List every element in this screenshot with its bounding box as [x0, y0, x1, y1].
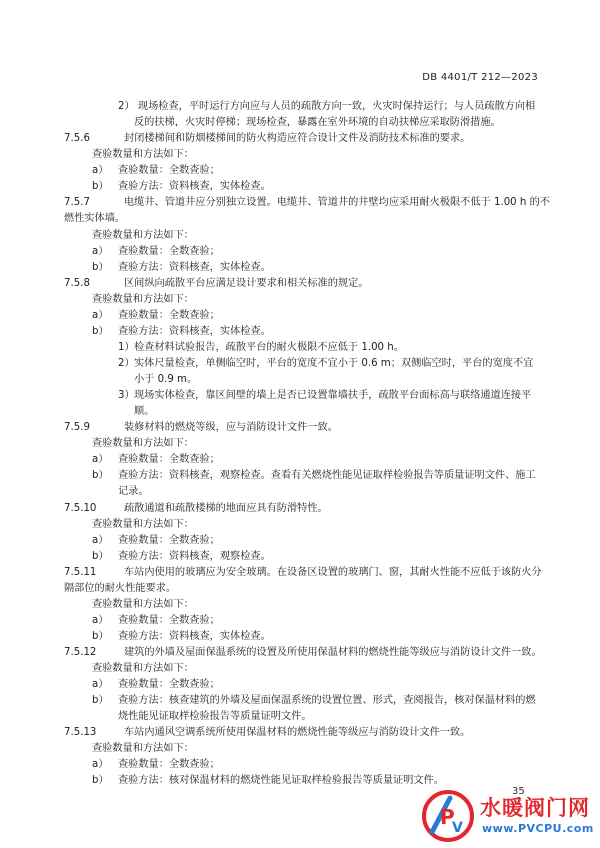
list-item [92, 261, 271, 275]
list-marker: a） [92, 454, 109, 465]
clause-7-5-10 [64, 502, 328, 516]
clause-7-5-8 [64, 277, 369, 291]
list-marker: b） [92, 181, 109, 192]
list-marker: a） [92, 759, 109, 770]
list-item [92, 325, 271, 339]
list-marker: 1） [118, 342, 135, 353]
list-item-text: 查验方法：资料核查，观察检查。 [118, 551, 271, 562]
list-item-text: 查验方法：核对保温材料的燃烧性能见证取样检验报告等质量证明文件。 [118, 775, 444, 786]
list-item-text: 反的扶梯，火灾时停梯；现场检查，暴露在室外环境的自动扶梯应采取防滑措施。 [134, 117, 501, 128]
list-item-text: 查验方法：资料核查，实体检查。 [118, 326, 271, 337]
list-item-text: 查验数量：全数查验； [118, 615, 220, 626]
list-item-text: 查验数量：全数查验； [118, 246, 220, 257]
list-marker: a） [92, 615, 109, 626]
clause-number: 7.5.8 [64, 278, 90, 289]
list-item [92, 550, 271, 564]
list-item [92, 180, 271, 194]
list-item [92, 309, 220, 323]
document-code: DB 4401/T 212—2023 [422, 72, 538, 83]
list-item-text: 顺。 [134, 406, 155, 417]
list-marker: b） [92, 470, 109, 481]
page-number: 35 [512, 786, 525, 797]
list-item [92, 758, 220, 772]
list-item [92, 534, 220, 548]
clause-number: 7.5.11 [64, 567, 97, 578]
list-marker: 2） [118, 358, 135, 369]
sub-list-item [118, 341, 404, 355]
clause-text: 装修材料的燃烧等级，应与消防设计文件一致。 [124, 422, 338, 433]
list-item-text: 记录。 [118, 486, 149, 497]
list-marker: b） [92, 631, 109, 642]
sub-list-item [118, 357, 533, 371]
clause-7-5-6 [64, 132, 470, 146]
paragraph-text: 查验数量和方法如下： [92, 663, 194, 674]
clause-text: 燃性实体墙。 [64, 213, 126, 224]
clause-text: 建筑的外墙及屋面保温系统的设置及所使用保温材料的燃烧性能等级应与消防设计文件一致。 [124, 647, 542, 658]
list-item [92, 453, 220, 467]
list-item-text: 实体尺量检查，单侧临空时，平台的宽度不宜小于 0.6 m；双侧临空时，平台的宽度不宜 [134, 358, 534, 369]
list-marker: a） [92, 679, 109, 690]
list-item [92, 774, 444, 788]
list-marker: b） [92, 695, 109, 706]
list-marker: b） [92, 326, 109, 337]
clause-number: 7.5.12 [64, 647, 97, 658]
clause-7-5-11 [64, 566, 542, 580]
list-item-text: 查验方法：核查建筑的外墙及屋面保温系统的设置位置、形式，查阅报告，核对保温材料的燃 [118, 695, 536, 706]
paragraph-text: 查验数量和方法如下： [92, 438, 194, 449]
list-item-text: 2） 现场检查，平时运行方向应与人员的疏散方向一致，火灾时保持运行；与人员疏散方向相 [118, 101, 536, 112]
clause-number: 7.5.13 [64, 727, 97, 738]
list-item [92, 630, 271, 644]
paragraph-text: 查验数量和方法如下： [92, 599, 194, 610]
list-item-text: 查验数量：全数查验； [118, 679, 220, 690]
list-item [92, 678, 220, 692]
clause-7-5-13 [64, 726, 470, 740]
list-item [92, 614, 220, 628]
clause-7-5-12 [64, 646, 542, 660]
list-item-text: 现场实体检查，靠区间壁的墙上是否已设置靠墙扶手，疏散平台面标高与联络通道连接平 [134, 390, 532, 401]
svg-text:P: P [440, 805, 455, 829]
paragraph-text: 查验数量和方法如下： [92, 149, 194, 160]
list-item-text: 查验数量：全数查验； [118, 310, 220, 321]
list-marker: b） [92, 262, 109, 273]
list-item-text: 查验方法：资料核查，观察检查。查看有关燃烧性能见证取样检验报告等质量证明文件、施工 [118, 470, 536, 481]
clause-number: 7.5.7 [64, 197, 90, 208]
list-item-text: 查验数量：全数查验； [118, 165, 220, 176]
clause-number: 7.5.6 [64, 133, 90, 144]
watermark-url: www.PVCPU.com [482, 822, 594, 835]
watermark-brand: 水暖阀门网 [480, 796, 590, 820]
list-item [92, 469, 536, 483]
site-watermark [420, 786, 600, 846]
paragraph-text: 查验数量和方法如下： [92, 519, 194, 530]
clause-7-5-7 [64, 196, 550, 210]
list-item-text: 烧性能见证取样检验报告等质量证明文件。 [118, 711, 312, 722]
clause-text: 区间纵向疏散平台应满足设计要求和相关标准的规定。 [124, 278, 369, 289]
sub-list-item [118, 389, 531, 403]
list-item-text: 小于 0.9 m。 [134, 374, 198, 385]
pv-logo-icon [420, 788, 476, 844]
list-marker: a） [92, 310, 109, 321]
paragraph-text: 查验数量和方法如下： [92, 230, 194, 241]
paragraph-text: 查验数量和方法如下： [92, 743, 194, 754]
list-marker: a） [92, 165, 109, 176]
list-item-text: 查验方法：资料核查，实体检查。 [118, 631, 271, 642]
list-item-text: 查验方法：资料核查，实体检查。 [118, 181, 271, 192]
list-marker: b） [92, 551, 109, 562]
list-marker: a） [92, 535, 109, 546]
clause-7-5-9 [64, 421, 338, 435]
list-marker: b） [92, 775, 109, 786]
list-item-text: 查验数量：全数查验； [118, 454, 220, 465]
clause-text: 疏散通道和疏散楼梯的地面应具有防滑特性。 [124, 503, 328, 514]
svg-text:V: V [452, 820, 463, 836]
clause-text: 车站内使用的玻璃应为安全玻璃。在设备区设置的玻璃门、窗，其耐火性能不应低于该防火分 [124, 567, 542, 578]
list-marker: a） [92, 246, 109, 257]
clause-number: 7.5.9 [64, 422, 90, 433]
list-marker: 3） [118, 390, 135, 401]
clause-text: 电缆井、管道井应分别独立设置。电缆井、管道井的井壁均应采用耐火极限不低于 1.00 h 的不 [124, 197, 550, 208]
paragraph-text: 查验数量和方法如下： [92, 294, 194, 305]
list-item-text: 检查材料试验报告，疏散平台的耐火极限不应低于 1.00 h。 [134, 342, 404, 353]
list-item-text: 查验数量：全数查验； [118, 759, 220, 770]
clause-text: 隔部位的耐火性能要求。 [64, 583, 177, 594]
list-item [92, 164, 220, 178]
list-item [92, 245, 220, 259]
clause-text: 封闭楼梯间和防烟楼梯间的防火构造应符合设计文件及消防技术标准的要求。 [124, 133, 471, 144]
list-item [92, 694, 536, 708]
list-item-text: 查验方法：资料核查，实体检查。 [118, 262, 271, 273]
list-item-text: 查验数量：全数查验； [118, 535, 220, 546]
clause-number: 7.5.10 [64, 503, 97, 514]
clause-text: 车站内通风空调系统所使用保温材料的燃烧性能等级应与消防设计文件一致。 [124, 727, 471, 738]
